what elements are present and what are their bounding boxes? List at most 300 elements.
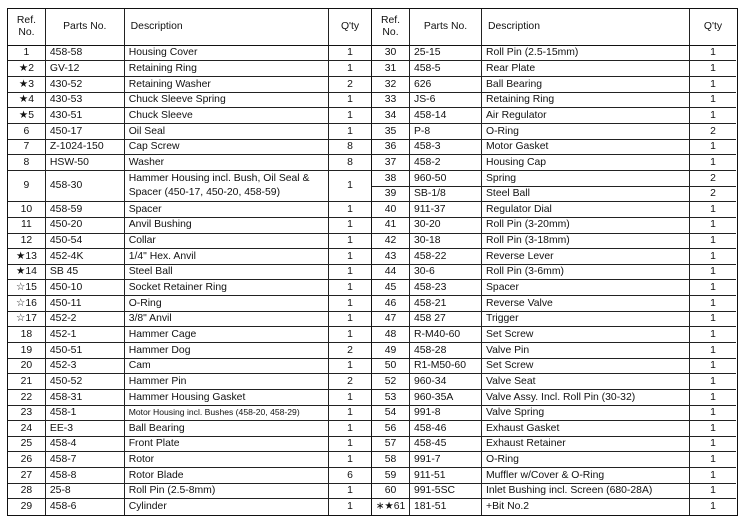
ref-no-cell: 1: [8, 46, 46, 61]
right-column-table: [372, 9, 736, 515]
description-cell: Cap Screw: [125, 140, 329, 155]
ref-no-cell: 42: [372, 234, 410, 249]
qty-cell: 1: [347, 94, 353, 106]
description-cell: Exhaust Retainer: [482, 437, 690, 452]
parts-no-cell: 450-51: [46, 343, 125, 358]
parts-no-cell: 458-5: [410, 61, 482, 76]
table-row: [8, 312, 371, 328]
parts-no-cell: 452-3: [46, 359, 125, 374]
description-cell: Hammer Dog: [125, 343, 329, 358]
description-cell: Exhaust Gasket: [482, 421, 690, 436]
table-row: [8, 218, 371, 234]
parts-no-cell: 458-21: [410, 296, 482, 311]
qty-cell: 1: [347, 328, 353, 340]
description-cell: Trigger: [482, 312, 690, 327]
table-row: [372, 155, 736, 171]
header-row: [8, 9, 371, 46]
description-cell: Valve Pin: [482, 343, 690, 358]
parts-no-cell: 458-6: [46, 499, 125, 515]
qty-cell: 1: [710, 47, 716, 59]
qty-cell: 1: [347, 297, 353, 309]
parts-no-cell: 25-15: [410, 46, 482, 61]
parts-no-cell: 450-52: [46, 374, 125, 389]
ref-no-cell: ☆17: [8, 312, 46, 327]
table-row: [8, 390, 371, 406]
description-cell: Ball Bearing: [125, 421, 329, 436]
description-cell: Steel Ball: [482, 187, 690, 202]
table-row: [372, 124, 736, 140]
ref-no-cell: 23: [8, 406, 46, 421]
parts-no-cell: 458-46: [410, 421, 482, 436]
qty-cell: 2: [710, 188, 716, 200]
description-cell: Hammer Cage: [125, 327, 329, 342]
table-row: [8, 234, 371, 250]
table-row: [8, 140, 371, 156]
description-cell: Roll Pin (3-6mm): [482, 265, 690, 280]
qty-cell: 1: [710, 501, 716, 513]
description-cell: Rotor: [125, 452, 329, 467]
parts-no-cell: 30-6: [410, 265, 482, 280]
parts-no-cell: 626: [410, 77, 482, 92]
parts-no-cell: 452-1: [46, 327, 125, 342]
ref-no-cell: 12: [8, 234, 46, 249]
table-row: [8, 421, 371, 437]
parts-no-cell: 458-23: [410, 280, 482, 295]
ref-no-cell: ∗★61: [372, 499, 410, 515]
table-row: [372, 452, 736, 468]
parts-no-cell: 911-51: [410, 468, 482, 483]
qty-cell: 1: [710, 313, 716, 325]
description-cell: Front Plate: [125, 437, 329, 452]
ref-no-cell: 11: [8, 218, 46, 233]
parts-no-cell: 181-51: [410, 499, 482, 515]
description-cell: Regulator Dial: [482, 202, 690, 217]
table-row: [8, 108, 371, 124]
qty-cell: 2: [347, 375, 353, 387]
ref-no-cell: 49: [372, 343, 410, 358]
left-column-table: [8, 9, 372, 515]
table-row: [372, 280, 736, 296]
parts-no-cell: 458-8: [46, 468, 125, 483]
ref-no-cell: ★4: [8, 93, 46, 108]
ref-no-cell: ☆15: [8, 280, 46, 295]
table-row: [8, 468, 371, 484]
ref-no-cell: 39: [372, 187, 410, 202]
table-row: [372, 421, 736, 437]
table-row: [372, 265, 736, 281]
description-cell: 3/8" Anvil: [125, 312, 329, 327]
parts-no-cell: 458-45: [410, 437, 482, 452]
table-row: [372, 202, 736, 218]
description-cell: O-Ring: [482, 452, 690, 467]
description-cell: Retaining Ring: [482, 93, 690, 108]
qty-cell: 1: [710, 156, 716, 168]
parts-no-cell: 450-11: [46, 296, 125, 311]
table-row: [372, 374, 736, 390]
parts-no-cell: 458-7: [46, 452, 125, 467]
table-row: [372, 312, 736, 328]
qty-cell: 1: [347, 391, 353, 403]
description-cell: Valve Spring: [482, 406, 690, 421]
table-row: [372, 171, 736, 187]
parts-no-cell: 430-52: [46, 77, 125, 92]
qty-cell: 1: [710, 235, 716, 247]
qty-cell: 1: [710, 141, 716, 153]
table-row: [8, 296, 371, 312]
qty-cell: 1: [710, 282, 716, 294]
description-cell: Ball Bearing: [482, 77, 690, 92]
description-cell: Hammer Pin: [125, 374, 329, 389]
ref-no-cell: 33: [372, 93, 410, 108]
ref-no-cell: 53: [372, 390, 410, 405]
ref-no-cell: ★5: [8, 108, 46, 123]
description-cell: O-Ring: [482, 124, 690, 139]
table-row: [8, 171, 371, 202]
ref-no-cell: 58: [372, 452, 410, 467]
ref-no-cell: ★3: [8, 77, 46, 92]
ref-no-cell: 24: [8, 421, 46, 436]
ref-no-cell: 20: [8, 359, 46, 374]
parts-no-cell: 458-59: [46, 202, 125, 217]
qty-cell: 1: [347, 125, 353, 137]
qty-cell: 1: [347, 63, 353, 75]
qty-cell: 1: [710, 469, 716, 481]
table-row: [372, 218, 736, 234]
table-row: [8, 93, 371, 109]
description-cell: Steel Ball: [125, 265, 329, 280]
ref-no-cell: ★2: [8, 61, 46, 76]
description-cell: Spring: [482, 171, 690, 186]
table-row: [8, 280, 371, 296]
parts-no-cell: 458-28: [410, 343, 482, 358]
header-qty: Q'ty: [703, 21, 723, 33]
parts-no-cell: 458-30: [46, 171, 125, 201]
description-cell: Housing Cap: [482, 155, 690, 170]
description-cell: Housing Cover: [125, 46, 329, 61]
description-cell: Roll Pin (2.5-15mm): [482, 46, 690, 61]
table-row: [8, 249, 371, 265]
table-row: [8, 77, 371, 93]
parts-no-cell: 450-20: [46, 218, 125, 233]
ref-no-cell: 57: [372, 437, 410, 452]
description-cell: Hammer Housing incl. Bush, Oil Seal & Spacer (450-17, 450-20, 458-59): [125, 171, 329, 201]
parts-no-cell: 458-1: [46, 406, 125, 421]
ref-no-cell: 47: [372, 312, 410, 327]
ref-no-cell: 43: [372, 249, 410, 264]
parts-no-cell: 458-2: [410, 155, 482, 170]
table-row: [372, 46, 736, 62]
description-cell: Socket Retainer Ring: [125, 280, 329, 295]
qty-cell: 1: [347, 47, 353, 59]
header-row: [372, 9, 736, 46]
parts-list-table: [7, 8, 738, 516]
ref-no-cell: 27: [8, 468, 46, 483]
qty-cell: 1: [347, 219, 353, 231]
parts-no-cell: 30-18: [410, 234, 482, 249]
description-cell: Roll Pin (2.5-8mm): [125, 484, 329, 499]
table-row: [372, 296, 736, 312]
ref-no-cell: 36: [372, 140, 410, 155]
qty-cell: 1: [347, 501, 353, 513]
qty-cell: 2: [347, 344, 353, 356]
header-qty: Q'ty: [340, 21, 360, 33]
table-row: [8, 437, 371, 453]
parts-no-cell: 450-17: [46, 124, 125, 139]
parts-no-cell: 450-10: [46, 280, 125, 295]
description-cell: Valve Seat: [482, 374, 690, 389]
description-cell: Cam: [125, 359, 329, 374]
description-cell: Spacer: [125, 202, 329, 217]
table-row: [372, 61, 736, 77]
parts-no-cell: EE-3: [46, 421, 125, 436]
qty-cell: 1: [710, 203, 716, 215]
table-row: [8, 265, 371, 281]
table-row: [372, 406, 736, 422]
parts-no-cell: 458-22: [410, 249, 482, 264]
ref-no-cell: ★14: [8, 265, 46, 280]
qty-cell: 1: [710, 78, 716, 90]
ref-no-cell: 22: [8, 390, 46, 405]
parts-no-cell: 30-20: [410, 218, 482, 233]
table-row: [372, 93, 736, 109]
ref-no-cell: 6: [8, 124, 46, 139]
qty-cell: 1: [347, 407, 353, 419]
header-description: Description: [125, 9, 329, 45]
description-cell: Roll Pin (3-20mm): [482, 218, 690, 233]
ref-no-cell: 30: [372, 46, 410, 61]
description-cell: Rotor Blade: [125, 468, 329, 483]
header-ref-no: Ref. No.: [8, 9, 46, 45]
qty-cell: 1: [347, 109, 353, 121]
ref-no-cell: 52: [372, 374, 410, 389]
qty-cell: 1: [710, 109, 716, 121]
description-cell: Roll Pin (3-18mm): [482, 234, 690, 249]
description-cell: Air Regulator: [482, 108, 690, 123]
parts-no-cell: 452-4K: [46, 249, 125, 264]
qty-cell: 1: [347, 485, 353, 497]
qty-cell: 1: [710, 297, 716, 309]
parts-no-cell: R1-M50-60: [410, 359, 482, 374]
parts-no-cell: 991-8: [410, 406, 482, 421]
description-cell: Valve Assy. Incl. Roll Pin (30-32): [482, 390, 690, 405]
parts-no-cell: 458-58: [46, 46, 125, 61]
table-row: [8, 359, 371, 375]
table-row: [372, 140, 736, 156]
table-row: [372, 390, 736, 406]
parts-no-cell: 911-37: [410, 202, 482, 217]
qty-cell: 1: [347, 235, 353, 247]
ref-no-cell: 38: [372, 171, 410, 186]
description-cell: Chuck Sleeve Spring: [125, 93, 329, 108]
qty-cell: 1: [710, 219, 716, 231]
parts-no-cell: JS-6: [410, 93, 482, 108]
ref-no-cell: 21: [8, 374, 46, 389]
ref-no-cell: 32: [372, 77, 410, 92]
ref-no-cell: ★13: [8, 249, 46, 264]
qty-cell: 1: [710, 344, 716, 356]
qty-cell: 1: [347, 266, 353, 278]
qty-cell: 2: [710, 172, 716, 184]
ref-no-cell: 9: [8, 171, 46, 201]
qty-cell: 1: [710, 250, 716, 262]
table-row: [8, 484, 371, 500]
ref-no-cell: 40: [372, 202, 410, 217]
description-cell: Collar: [125, 234, 329, 249]
qty-cell: 1: [710, 407, 716, 419]
description-cell: Reverse Valve: [482, 296, 690, 311]
qty-cell: 1: [710, 375, 716, 387]
ref-no-cell: 50: [372, 359, 410, 374]
description-cell: +Bit No.2: [482, 499, 690, 515]
description-cell: Reverse Lever: [482, 249, 690, 264]
description-cell: Motor Housing incl. Bushes (458-20, 458-29): [125, 406, 329, 421]
ref-no-cell: 59: [372, 468, 410, 483]
qty-cell: 1: [710, 391, 716, 403]
header-ref-no: Ref. No.: [372, 9, 410, 45]
parts-no-cell: 450-54: [46, 234, 125, 249]
qty-cell: 1: [347, 282, 353, 294]
table-row: [372, 187, 736, 203]
parts-no-cell: 960-50: [410, 171, 482, 186]
table-row: [372, 468, 736, 484]
qty-cell: 1: [710, 328, 716, 340]
qty-cell: 6: [347, 469, 353, 481]
parts-no-cell: 960-34: [410, 374, 482, 389]
table-row: [8, 124, 371, 140]
description-cell: O-Ring: [125, 296, 329, 311]
header-parts-no: Parts No.: [410, 9, 482, 45]
table-row: [8, 327, 371, 343]
parts-no-cell: 960-35A: [410, 390, 482, 405]
parts-no-cell: 458 27: [410, 312, 482, 327]
parts-no-cell: SB-1/8: [410, 187, 482, 202]
description-cell: Motor Gasket: [482, 140, 690, 155]
ref-no-cell: ☆16: [8, 296, 46, 311]
table-row: [8, 452, 371, 468]
description-cell: Rear Plate: [482, 61, 690, 76]
description-cell: Chuck Sleeve: [125, 108, 329, 123]
qty-cell: 2: [347, 78, 353, 90]
description-cell: Cylinder: [125, 499, 329, 515]
ref-no-cell: 8: [8, 155, 46, 170]
ref-no-cell: 46: [372, 296, 410, 311]
description-cell: 1/4" Hex. Anvil: [125, 249, 329, 264]
table-row: [8, 61, 371, 77]
qty-cell: 1: [710, 360, 716, 372]
table-row: [8, 155, 371, 171]
parts-no-cell: 452-2: [46, 312, 125, 327]
qty-cell: 1: [347, 313, 353, 325]
table-row: [372, 484, 736, 500]
table-row: [372, 249, 736, 265]
ref-no-cell: 48: [372, 327, 410, 342]
table-row: [372, 77, 736, 93]
ref-no-cell: 31: [372, 61, 410, 76]
description-cell: Retaining Ring: [125, 61, 329, 76]
ref-no-cell: 35: [372, 124, 410, 139]
table-row: [372, 108, 736, 124]
qty-cell: 1: [710, 266, 716, 278]
parts-no-cell: R-M40-60: [410, 327, 482, 342]
description-cell: Spacer: [482, 280, 690, 295]
qty-cell: 1: [347, 454, 353, 466]
ref-no-cell: 25: [8, 437, 46, 452]
description-cell: Inlet Bushing incl. Screen (680-28A): [482, 484, 690, 499]
ref-no-cell: 26: [8, 452, 46, 467]
parts-no-cell: 991-5SC: [410, 484, 482, 499]
ref-no-cell: 60: [372, 484, 410, 499]
qty-cell: 1: [710, 438, 716, 450]
description-cell: Hammer Housing Gasket: [125, 390, 329, 405]
parts-no-cell: 458-31: [46, 390, 125, 405]
ref-no-cell: 19: [8, 343, 46, 358]
qty-cell: 1: [710, 454, 716, 466]
qty-cell: 8: [347, 156, 353, 168]
qty-cell: 1: [710, 94, 716, 106]
ref-no-cell: 34: [372, 108, 410, 123]
header-description: Description: [482, 9, 690, 45]
table-row: [8, 46, 371, 62]
parts-no-cell: Z-1024-150: [46, 140, 125, 155]
table-row: [8, 202, 371, 218]
header-parts-no: Parts No.: [46, 9, 125, 45]
table-row: [372, 437, 736, 453]
table-row: [8, 343, 371, 359]
ref-no-cell: 10: [8, 202, 46, 217]
qty-cell: 1: [347, 203, 353, 215]
parts-no-cell: 458-3: [410, 140, 482, 155]
qty-cell: 2: [710, 125, 716, 137]
table-row: [372, 234, 736, 250]
qty-cell: 1: [347, 422, 353, 434]
ref-no-cell: 41: [372, 218, 410, 233]
qty-cell: 1: [347, 438, 353, 450]
ref-no-cell: 45: [372, 280, 410, 295]
ref-no-cell: 54: [372, 406, 410, 421]
table-row: [8, 374, 371, 390]
ref-no-cell: 37: [372, 155, 410, 170]
parts-no-cell: 25-8: [46, 484, 125, 499]
description-cell: Set Screw: [482, 359, 690, 374]
description-cell: Oil Seal: [125, 124, 329, 139]
description-cell: Anvil Bushing: [125, 218, 329, 233]
ref-no-cell: 28: [8, 484, 46, 499]
ref-no-cell: 29: [8, 499, 46, 515]
description-cell: Washer: [125, 155, 329, 170]
qty-cell: 1: [710, 63, 716, 75]
table-row: [372, 327, 736, 343]
qty-cell: 1: [710, 485, 716, 497]
parts-no-cell: HSW-50: [46, 155, 125, 170]
parts-no-cell: 458-4: [46, 437, 125, 452]
parts-no-cell: GV-12: [46, 61, 125, 76]
qty-cell: 8: [347, 141, 353, 153]
table-row: [8, 406, 371, 422]
parts-no-cell: 458-14: [410, 108, 482, 123]
description-cell: Retaining Washer: [125, 77, 329, 92]
ref-no-cell: 44: [372, 265, 410, 280]
table-row: [8, 499, 371, 515]
parts-no-cell: P-8: [410, 124, 482, 139]
ref-no-cell: 56: [372, 421, 410, 436]
parts-no-cell: 430-51: [46, 108, 125, 123]
description-cell: Muffler w/Cover & O-Ring: [482, 468, 690, 483]
parts-no-cell: 430-53: [46, 93, 125, 108]
ref-no-cell: 18: [8, 327, 46, 342]
table-row: [372, 343, 736, 359]
parts-no-cell: SB 45: [46, 265, 125, 280]
table-row: [372, 499, 736, 515]
